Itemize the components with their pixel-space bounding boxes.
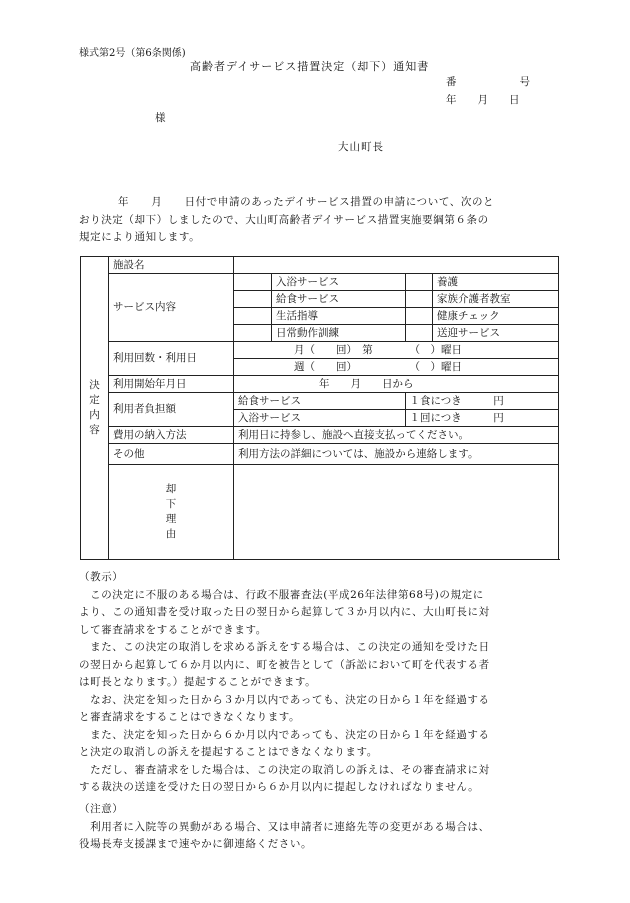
service-checkbox[interactable] bbox=[406, 325, 433, 342]
document-title: 高齢者デイサービス措置決定（却下）通知書 bbox=[190, 60, 430, 73]
instruction-line: より、この通知書を受け取った日の翌日から起算して３か月以内に、大山町長に対 bbox=[79, 606, 490, 618]
service-item: 入浴サービス bbox=[272, 274, 406, 291]
notice-line: 利用者に入院等の異動がある場合、又は申請者に連絡先等の変更がある場合は、 bbox=[79, 820, 490, 833]
intro-line: 年 月 日付で申請のあったデイサービス措置の申請について、次のと bbox=[118, 196, 495, 208]
payment-method-value: 利用日に持参し、施設へ直接支払ってください。 bbox=[234, 427, 559, 444]
other-label: その他 bbox=[109, 444, 234, 465]
issuer: 大山町長 bbox=[338, 141, 384, 153]
service-checkbox[interactable] bbox=[234, 291, 272, 308]
service-item: 日常動作訓練 bbox=[272, 325, 406, 342]
decision-table bbox=[80, 256, 559, 560]
other-value: 利用方法の詳細については、施設から連絡します。 bbox=[234, 444, 559, 465]
facility-name-label: 施設名 bbox=[109, 257, 234, 274]
instruction-line: ただし、審査請求をした場合は、この決定の取消しの訴えは、その審査請求に対 bbox=[79, 763, 490, 776]
usage-start-value[interactable]: 年 月 日から bbox=[234, 376, 559, 393]
service-checkbox[interactable] bbox=[234, 325, 272, 342]
number-label: 番 号 bbox=[446, 76, 530, 88]
instruction-line: また、決定を知った日から６か月以内であっても、決定の日から１年を経過する bbox=[79, 728, 490, 741]
burden-item: 入浴サービス bbox=[234, 410, 405, 426]
service-item: 家族介護者教室 bbox=[433, 291, 559, 308]
intro-paragraph bbox=[79, 194, 557, 247]
instruction-line: の翌日から起算して６か月以内に、町を被告として（訴訟において町を代表する者 bbox=[79, 658, 490, 671]
service-checkbox[interactable] bbox=[406, 274, 433, 291]
instruction-line: して審査請求をすることができます。 bbox=[79, 623, 267, 636]
rejection-reason-value[interactable] bbox=[234, 465, 559, 560]
notice-line: 役場長寿支援課まで速やかに御連絡ください。 bbox=[79, 838, 313, 850]
usage-weekly[interactable]: 週（ 回） （ ）曜日 bbox=[234, 359, 559, 376]
service-content-label: サービス内容 bbox=[109, 274, 234, 342]
notice-heading: （注意） bbox=[79, 803, 124, 815]
service-checkbox[interactable] bbox=[234, 308, 272, 325]
service-item: 給食サービス bbox=[272, 291, 406, 308]
intro-line: おり決定（却下）しましたので、大山町高齢者デイサービス措置実施要綱第６条の bbox=[79, 213, 489, 226]
instruction-heading: （教示） bbox=[79, 571, 124, 583]
decision-header: 決 定 内 容 bbox=[81, 257, 109, 560]
burden-amount[interactable]: １回につき 円 bbox=[409, 411, 504, 424]
instruction-line: なお、決定を知った日から３か月以内であっても、決定の日から１年を経過する bbox=[79, 693, 490, 706]
service-checkbox[interactable] bbox=[406, 308, 433, 325]
intro-line: 規定により通知します。 bbox=[79, 231, 201, 243]
usage-start-label: 利用開始年月日 bbox=[109, 376, 234, 393]
burden-cell bbox=[234, 410, 559, 427]
service-checkbox[interactable] bbox=[406, 291, 433, 308]
usage-monthly[interactable]: 月（ 回） 第 （ ）曜日 bbox=[234, 342, 559, 359]
instruction-line: と決定の取消しの訴えを提起することはできなくなります。 bbox=[79, 746, 378, 758]
burden-item: 給食サービス bbox=[234, 393, 405, 409]
burden-label: 利用者負担額 bbox=[109, 393, 234, 427]
burden-cell bbox=[234, 393, 559, 410]
form-id: 様式第2号（第6条関係) bbox=[79, 48, 186, 59]
service-item: 送迎サービス bbox=[433, 325, 559, 342]
addressee-suffix: 様 bbox=[155, 112, 166, 124]
service-checkbox[interactable] bbox=[234, 274, 272, 291]
service-item: 生活指導 bbox=[272, 308, 406, 325]
usage-count-label: 利用回数・利用日 bbox=[109, 342, 234, 376]
rejection-header: 却 下 理 由 bbox=[109, 465, 234, 560]
instruction-line: この決定に不服のある場合は、行政不服審査法(平成26年法律第68号)の規定に bbox=[79, 588, 484, 601]
instruction-line: また、この決定の取消しを求める訴えをする場合は、この決定の通知を受けた日 bbox=[79, 641, 490, 653]
date-label: 年 月 日 bbox=[446, 94, 520, 106]
service-item: 健康チェック bbox=[433, 308, 559, 325]
instruction-line: と審査請求をすることはできなくなります。 bbox=[79, 711, 301, 723]
facility-name-value[interactable] bbox=[234, 257, 559, 274]
payment-method-label: 費用の納入方法 bbox=[109, 427, 234, 444]
notice-section bbox=[79, 801, 557, 854]
instruction-line: は町長となります。）提起することができます。 bbox=[79, 676, 317, 688]
instruction-line: する裁決の送達を受けた日の翌日から６か月以内に提起しなければなりません。 bbox=[79, 781, 480, 793]
service-item: 養護 bbox=[433, 274, 559, 291]
instruction-section bbox=[79, 569, 557, 797]
burden-amount[interactable]: １食につき 円 bbox=[409, 394, 504, 407]
